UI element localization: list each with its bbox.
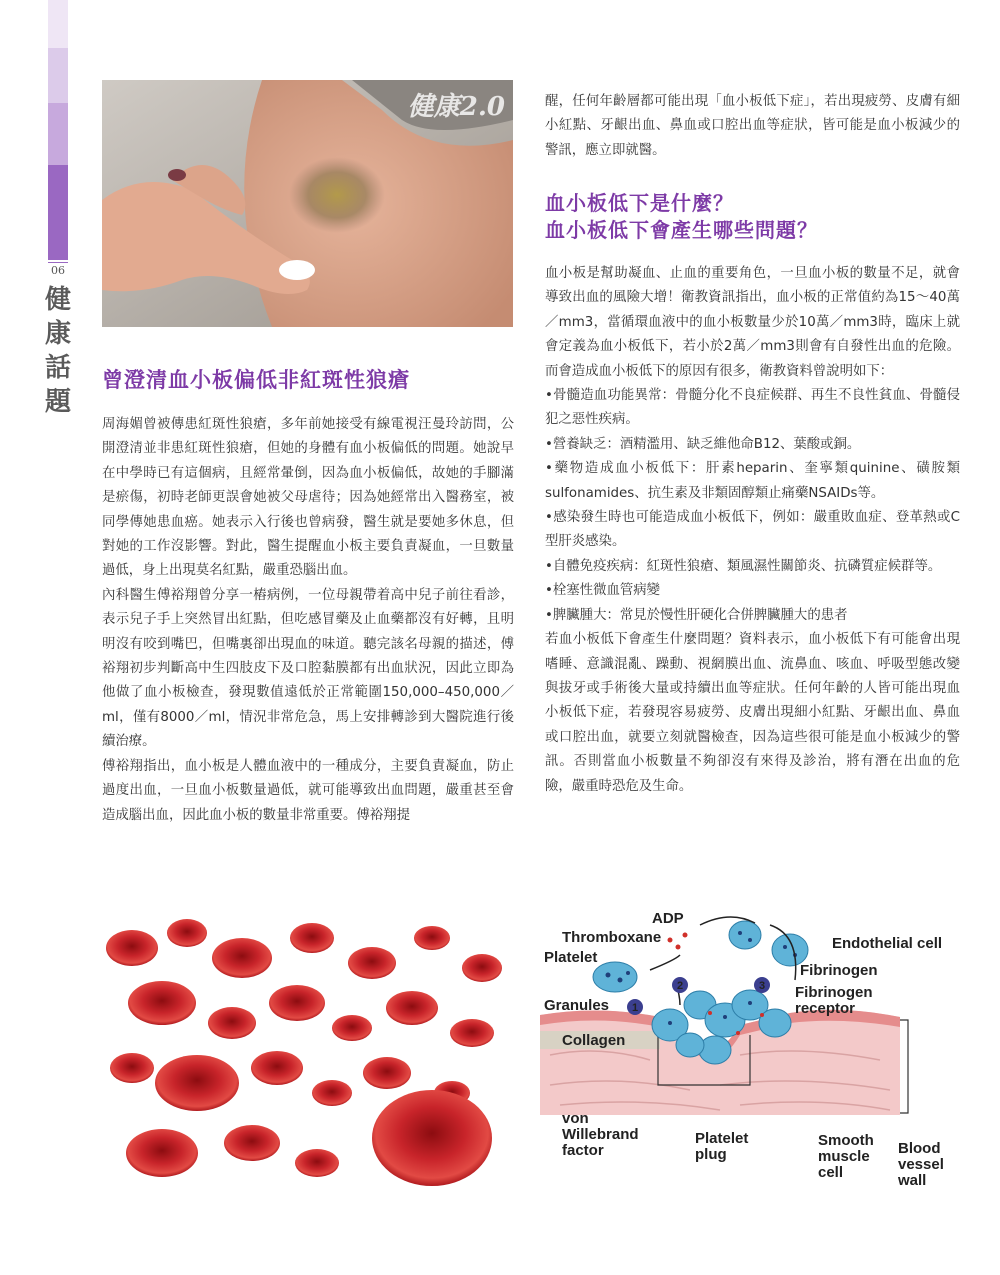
list-item: •藥物造成血小板低下：肝素heparin、奎寧類quinine、磺胺類sulfonamides、抗生素及非類固醇類止痛藥NSAIDs等。 (545, 461, 960, 501)
paragraph: 醒，任何年齡層都可能出現「血小板低下症」，若出現疲勞、皮膚有細小紅點、牙齦出血、鼻血或口腔出血等症狀，皆可能是血小板減少的警訊，應立即就醫。 (545, 94, 960, 158)
edge-rule (48, 262, 68, 263)
edge-tab-3 (48, 103, 68, 165)
step-2-label: 2 (676, 980, 684, 992)
step-3-label: 3 (758, 980, 766, 992)
paragraph: 血小板是幫助凝血、止血的重要角色，一旦血小板的數量不足，就會導致出血的風險大增！衛教資訊指出，血小板的正常值約為15～40萬／mm3，當循環血液中的血小板數量少於10萬／mm3時，臨床上就會定義為血小板低下，若小於2萬／mm3則會有自發性出血的危險。而會造成血小板低下的原因有很多，衛教資料曾說明如下： (545, 266, 960, 379)
label-smooth-muscle: Smooth (818, 1132, 874, 1149)
label-fibrinogen: Fibrinogen (800, 962, 878, 979)
label-thromboxane: Thromboxane (562, 929, 662, 946)
edge-tab-2 (48, 48, 68, 103)
paragraph: 周海媚曾被傳患紅斑性狼瘡，多年前她接受有線電視汪曼玲訪問，公開澄清並非患紅斑性狼瘡，但她的身體有血小板偏低的問題。她說早在中學時已有這個病，且經常暈倒，因為血小板偏低，故她的手腳滿是瘀傷，初時老師更誤會她被父母虐待；因為她經常出入醫務室，被同學傳她患血癌。她表示入行後也曾病發，醫生就是要她多休息，但對她的工作沒影響。對此，醫生提醒血小板主要負責凝血，一旦數量過低，身上出現莫名紅點，嚴重恐腦出血。 (102, 417, 514, 579)
left-column-text (102, 413, 514, 828)
photo-watermark: 健康2.0 (407, 92, 505, 122)
list-item: •栓塞性微血管病變 (545, 583, 661, 599)
right-heading-line: 血小板低下是什麼？ (545, 191, 734, 215)
label-blood-vessel-wall: Blood (898, 1140, 941, 1157)
right-heading-line: 血小板低下會產生哪些問題？ (545, 218, 818, 242)
label-blood-vessel-wall: wall (898, 1172, 927, 1189)
section-label-char: 健 (44, 285, 71, 315)
section-label-char: 題 (44, 387, 71, 417)
section-label-char: 康 (44, 319, 71, 349)
label-vwf: Willebrand (562, 1126, 639, 1143)
left-heading: 曾澄清血小板偏低非紅斑性狼瘡 (102, 367, 410, 392)
label-adp: ADP (652, 910, 684, 927)
section-label (44, 283, 72, 419)
list-item: •感染發生時也可能造成血小板低下，例如：嚴重敗血症、登革熱或C型肝炎感染。 (545, 510, 960, 550)
list-item: •自體免疫疾病：紅斑性狼瘡、類風濕性關節炎、抗磷質症候群等。 (545, 558, 942, 574)
platelet-diagram (540, 905, 960, 1195)
label-platelet-plug: Platelet (695, 1130, 749, 1147)
step-1-label: 1 (631, 1002, 639, 1014)
label-blood-vessel-wall: vessel (898, 1156, 944, 1173)
list-item: •骨髓造血功能異常：骨髓分化不良症候群、再生不良性貧血、骨髓侵犯之惡性疾病。 (545, 388, 960, 428)
label-vwf: factor (562, 1142, 604, 1159)
page-number: 06 (51, 264, 65, 277)
edge-tab-4 (48, 165, 68, 260)
label-smooth-muscle: muscle (818, 1148, 870, 1165)
list-item: •脾臟腫大：常見於慢性肝硬化合併脾臟腫大的患者 (545, 607, 848, 623)
label-smooth-muscle: cell (818, 1164, 844, 1181)
right-heading (545, 190, 818, 244)
label-fibrinogen-receptor: receptor (795, 1000, 856, 1017)
label-vwf: von (562, 1110, 589, 1127)
label-fibrinogen-receptor: Fibrinogen (795, 984, 873, 1001)
paragraph: 若血小板低下會產生什麼問題？資料表示，血小板低下有可能會出現嗜睡、意識混亂、躁動、視網膜出血、流鼻血、咳血、呼吸型態改變與拔牙或手術後大量或持續出血等症狀。任何年齡的人皆可能出現血小板低下症，若發現容易疲勞、皮膚出現細小紅點、牙齦出血、鼻血或口腔出血，就要立刻就醫檢查，因為這些很可能是血小板減少的警訊。否則當血小板數量不夠卻沒有來得及診治，將有潛在出血的危險，嚴重時恐危及生命。 (545, 632, 960, 794)
list-item: •營養缺乏：酒精濫用、缺乏維他命B12、葉酸或銅。 (545, 436, 861, 452)
edge-tab-1 (48, 0, 68, 48)
paragraph: 傅裕翔指出，血小板是人體血液中的一種成分，主要負責凝血，防止過度出血，一旦血小板數量過低，就可能導致出血問題，嚴重甚至會造成腦出血，因此血小板的數量非常重要。傅裕翔提 (102, 758, 514, 823)
red-blood-cells-photo (102, 908, 506, 1193)
label-endothelial-cell: Endothelial cell (832, 935, 943, 952)
right-column-text (545, 262, 960, 799)
right-continuation (545, 90, 960, 163)
paragraph: 內科醫生傅裕翔曾分享一樁病例，一位母親帶着高中兒子前往看診，表示兒子手上突然冒出紅點，但吃感冒藥及止血藥都沒有好轉，且明明沒有咬到嘴巴，但嘴裏卻出現血的味道。聽完該名母親的描述，傅裕翔初步判斷高中生四肢皮下及口腔黏膜都有出血狀況，因此立即為他做了血小板檢查，發現數值遠低於正常範圍150,000–450,000／ml，僅有8000／ml，情況非常危急，馬上安排轉診到大醫院進行後續治療。 (102, 587, 514, 750)
bruise-photo (102, 80, 513, 327)
label-granules: Granules (544, 997, 610, 1014)
label-platelet-plug: plug (695, 1146, 727, 1163)
section-label-char: 話 (44, 353, 71, 383)
label-platelet: Platelet (544, 949, 598, 966)
label-collagen: Collagen (562, 1032, 626, 1049)
